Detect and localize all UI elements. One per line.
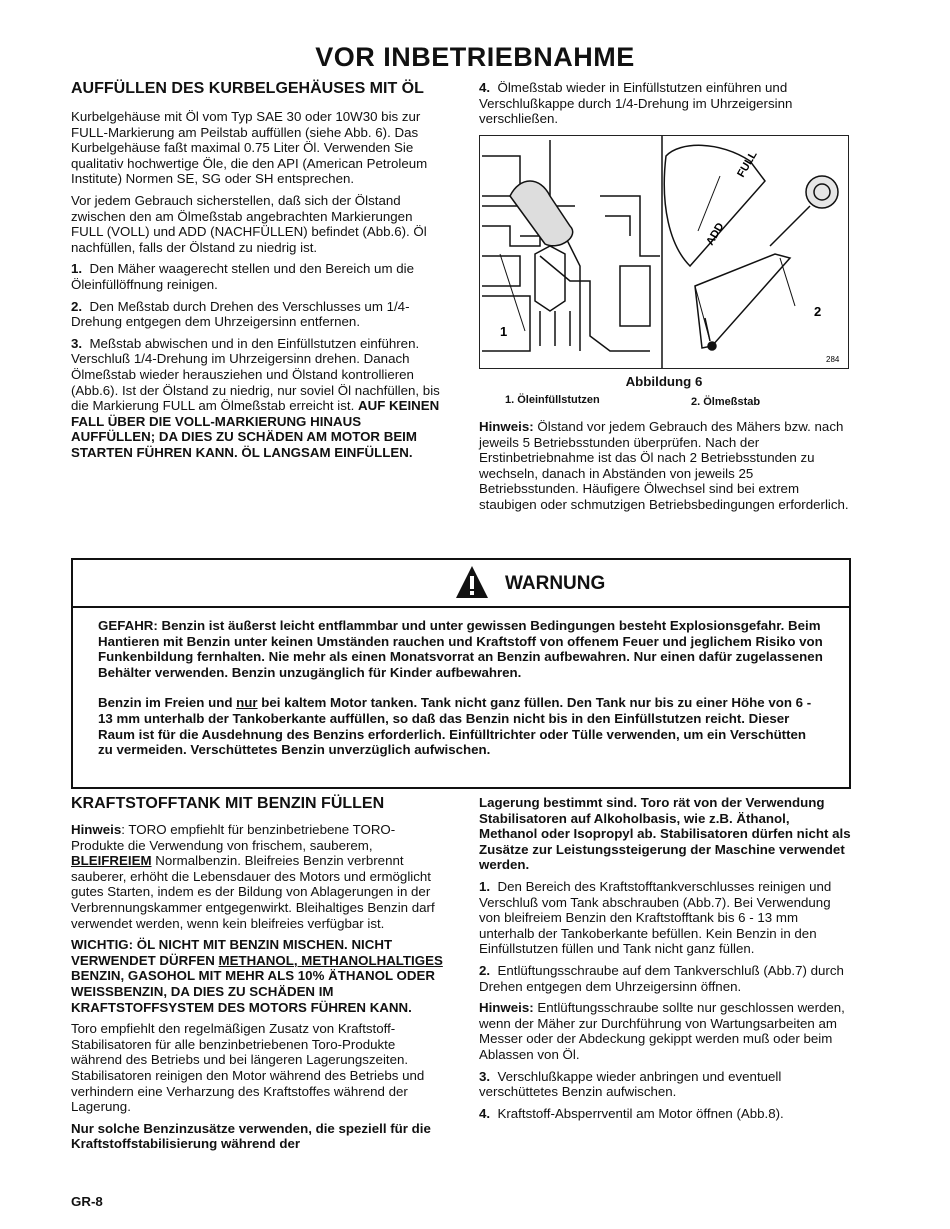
oil-heading: AUFFÜLLEN DES KURBELGEHÄUSES MIT ÖL [71,80,424,97]
page-title: VOR INBETRIEBNAHME [315,42,635,72]
fuel-heading: KRAFTSTOFFTANK MIT BENZIN FÜLLEN [71,795,385,812]
fuel-note-vent: Hinweis: Entlüftungsschraube sollte nur geschlossen werden, wenn der Mäher zur Durchführung von Wartungsarbeiten am Messer oder der Abdeckung gekippt werden muß oder beim Ablassen von Öl. [479,1000,845,1062]
oil-step-1: 1. Den Mäher waagerecht stellen und den Bereich um die Öleinfüllöffnung reinigen. [71,261,414,292]
figure-caption: Abbildung 6 [625,374,703,389]
page-number: GR-8 [71,1194,103,1209]
oil-paragraph-2: Vor jedem Gebrauch sicherstellen, daß sich der Ölstand zwischen den am Ölmeßstab angebrachten Markierungen FULL (VOLL) und ADD (NACHFÜLLEN) befindet (Abb.6). Öl nachfüllen, falls der Ölstand zu niedrig ist. [71,192,427,255]
oil-paragraph-1: Kurbelgehäuse mit Öl vom Typ SAE 30 oder 10W30 bis zur FULL-Markierung am Peilstab auffüllen (siehe Abb. 6). Das Kurbelgehäuse faßt maximal 0.75 Liter Öl. Verwenden Sie qualitativ hochwertige Öle, die den API (American Petroleum Institute) Normen SE, SG oder SH entsprechen. [71,109,428,187]
oil-step-2: 2. Den Meßstab durch Drehen des Verschlusses um 1/4-Drehung entgegen dem Uhrzeigersinn entfernen. [71,298,410,330]
engine-oil-fill-drawing [482,138,662,366]
dipstick-drawing [664,145,838,350]
fuel-additive-paragraph: Nur solche Benzinzusätze verwenden, die speziell für die Kraftstoffstabilisierung während der [71,1120,431,1152]
fuel-step-2: 2. Entlüftungsschraube auf dem Tankverschluß (Abb.7) durch Drehen entgegen dem Uhrzeigersinn öffnen. [479,962,844,994]
fuel-step-3: 3. Verschlußkappe wieder anbringen und eventuell verschüttetes Benzin aufwischen. [479,1068,782,1100]
figure-legend-2: 2. Ölmeßstab [691,396,761,408]
warning-paragraph-2: Benzin im Freien und nur bei kaltem Motor tanken. Tank nicht ganz füllen. Den Tank nur bis zu einer Höhe von 6 - 13 mm unterhalb der Tankoberkante auffüllen, so daß das Benzin nicht bis in den Einfüllstutzen reicht. Dieser Raum ist für die Ausdehnung des Benzins erforderlich. Einfülltrichter oder Tülle verwenden, um ein Verschütten zu vermeiden. Verschüttetes Benzin unverzüglich aufwischen. [98,695,812,758]
warning-triangle-icon [454,564,490,600]
callout-2: 2 [814,304,822,319]
fuel-additive-continued: Lagerung bestimmt sind. Toro rät von der Verwendung Stabilisatoren auf Alkoholbasis, wie z.B. Äthanol, Methanol oder Isopropyl ab. Stabilisatoren dürfen nicht als Zusätze zur Leistungssteigerung der Maschine verwendet werden. [479,795,851,873]
warning-title: WARNUNG [505,573,606,594]
fuel-note: Hinweis: TORO empfiehlt für benzinbetriebene TORO-Produkte die Verwendung von frischem, sauberem, BLEIFREIEM Normalbenzin. Bleifreies Benzin verbrennt sauberer, erhöht die Lebensdauer des Motors und ermöglicht gutes Starten, indem es der Bildung von Ablagerungen in der Verbrennungskammer entgegenwirkt. Bleihaltiges Benzin darf verwendet werden, wenn kein bleifreies verfügbar ist. [71,822,435,931]
warning-paragraph-1: GEFAHR: Benzin ist äußerst leicht entflammbar und unter gewissen Bedingungen besteht Explosionsgefahr. Beim Hantieren mit Benzin unter keinen Umständen rauchen und Kraftstoff von offenem Feuer und jeglichem Risiko von Funkenbildung fernhalten. Nie mehr als einen Monatsvorrat an Benzin aufbewahren. Nur einen dafür zugelassenen Behälter verwenden. Benzin unzugänglich für Kinder aufbewahren. [98,618,823,680]
figure-code: 284 [826,355,840,364]
fuel-important: WICHTIG: ÖL NICHT MIT BENZIN MISCHEN. NICHT VERWENDET DÜRFEN METHANOL, METHANOLHALTIGES BENZIN, GASOHOL MIT MEHR ALS 10% ÄTHANOL ODER WEISSBENZIN, DA DIES ZU SCHÄDEN IM KRAFTSTOFFSYSTEM DES MOTORS FÜHREN KANN. [71,937,443,1015]
dipstick-add-label: ADD [704,220,727,248]
warning-box [71,558,851,789]
warning-body [98,618,823,773]
fuel-section-right [479,795,851,1127]
oil-step-4: 4. Ölmeßstab wieder in Einfüllstutzen einführen und Verschlußkappe durch 1/4-Drehung im Uhrzeigersinn verschließen. [479,80,793,127]
warning-header [73,560,849,608]
callout-1: 1 [500,324,508,339]
dipstick-full-label: FULL [735,149,760,180]
fuel-section-left [71,795,443,1158]
oil-note-block [479,419,851,519]
oil-step-3: 3. Meßstab abwischen und in den Einfüllstutzen einführen. Verschluß 1/4-Drehung im Uhrzeigersinn drehen. Danach Ölmeßstab wieder herausziehen und Ölstand kontrollieren (Abb.6). Ist der Ölstand zu niedrig, nur soviel Öl nachfüllen, bis die Markierung FULL am Ölmeßstab erreicht ist. AUF KEINEN FALL ÜBER DIE VOLL-MARKIERUNG HINAUS AUFFÜLLEN; DA DIES ZU SCHÄDEN AM MOTOR BEIM STARTEN FÜHREN KANN. ÖL LANGSAM EINFÜLLEN. [71,335,440,460]
dipstick-illustration [480,136,848,368]
oil-note: Hinweis: Ölstand vor jedem Gebrauch des Mähers bzw. nach jeweils 5 Betriebsstunden überprüfen. Nach der Erstinbetriebnahme ist das Öl nach 2 Betriebsstunden zu wechseln, danach in Abständen von jeweils 25 Betriebsstunden. Häufigere Ölwechsel sind bei extrem staubigen oder schmutzigen Betriebsbedingungen erforderlich. [479,419,849,512]
figure-6 [479,135,849,369]
oil-section [71,80,441,466]
figure-legend-1: 1. Öleinfüllstutzen [505,394,600,406]
fuel-step-1: 1. Den Bereich des Kraftstofftankverschlusses reinigen und Verschluß vom Tank abschrauben (Abb.7). Bei Verwendung von bleifreiem Benzin den Kraftstofftank bis 6 - 13 mm unterhalb der Tankoberkante befüllen. Kein Benzin in den Einfüllstutzen füllen und Tank nicht ganz füllen. [479,878,832,957]
fuel-step-4: 4. Kraftstoff-Absperrventil am Motor öffnen (Abb.8). [479,1105,784,1121]
oil-step-4-block [479,80,851,133]
oil-step-3-warning: AUF KEINEN FALL ÜBER DIE VOLL-MARKIERUNG HINAUS AUFFÜLLEN; DA DIES ZU SCHÄDEN AM MOTOR BEIM STARTEN FÜHREN KANN. ÖL LANGSAM EINFÜLLEN. [71,398,440,460]
fuel-stabilizer-paragraph: Toro empfiehlt den regelmäßigen Zusatz von Kraftstoff-Stabilisatoren für alle benzinbetriebenen Toro-Produkte während des Betriebs und bei längeren Lagerungszeiten. Stabilisatoren reinigen den Motor während des Betriebs und verhindern eine Verharzung des Kraftstoffes während der Lagerung. [71,1021,425,1115]
